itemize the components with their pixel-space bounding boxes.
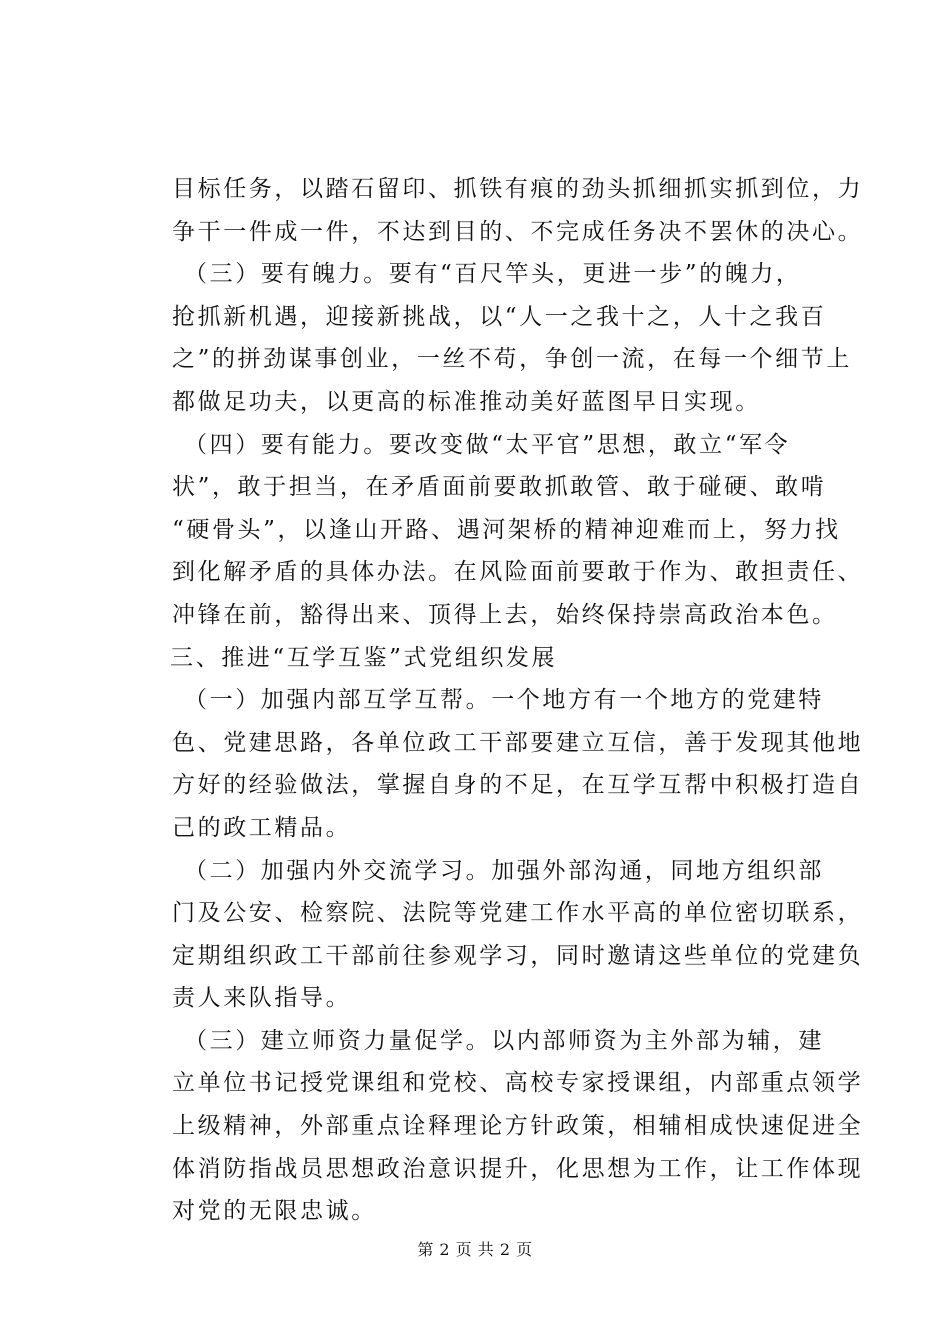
text-line: 体消防指战员思想政治意识提升，化思想为工作，让工作体现 [172, 1155, 864, 1182]
text-line: 都做足功夫，以更高的标准推动美好蓝图早日实现。 [172, 388, 761, 415]
text-line: 门及公安、检察院、法院等党建工作水平高的单位密切联系， [172, 900, 864, 927]
section-heading: 三、推进“互学互鉴”式党组织发展 [170, 644, 558, 671]
text-line: 之”的拼劲谋事创业，一丝不苟，争创一流，在每一个细节上 [172, 346, 852, 373]
text-line: 方好的经验做法，掌握自身的不足，在互学互帮中积极打造自 [172, 772, 864, 799]
text-line: 到化解矛盾的具体办法。在风险面前要敢于作为、敢担责任、 [172, 559, 864, 586]
text-line: “硬骨头”，以逢山开路、遇河架桥的精神迎难而上，努力找 [172, 516, 841, 543]
text-line: 状”，敢于担当，在矛盾面前要敢抓敢管、敢于碰硬、敢啃 [172, 474, 827, 501]
text-line: 色、党建思路，各单位政工干部要建立互信，善于发现其他地 [172, 729, 864, 756]
text-line: 定期组织政工干部前往参观学习，同时邀请这些单位的党建负 [172, 942, 864, 969]
text-line: 目标任务，以踏石留印、抓铁有痕的劲头抓细抓实抓到位，力 [172, 176, 864, 202]
text-line: 抢抓新机遇，迎接新挑战，以“人一之我十之，人十之我百 [172, 303, 827, 330]
text-line: （三）要有魄力。要有“百尺竿头，更进一步”的魄力， [184, 261, 802, 288]
document-body [170, 168, 864, 1233]
text-line: 己的政工精品。 [172, 814, 352, 841]
page-number-label: 第 2 页 共 2 页 [417, 1240, 533, 1259]
page-footer [0, 1237, 950, 1260]
text-line: （一）加强内部互学互帮。一个地方有一个地方的党建特 [184, 687, 824, 714]
text-line: 责人来队指导。 [172, 985, 352, 1012]
text-line: （三）建立师资力量促学。以内部师资为主外部为辅，建 [184, 1027, 824, 1054]
text-line: 立单位书记授党课组和党校、高校专家授课组，内部重点领学 [172, 1070, 864, 1097]
text-line: 冲锋在前，豁得出来、顶得上去，始终保持崇高政治本色。 [172, 601, 838, 628]
text-line: （二）加强内外交流学习。加强外部沟通，同地方组织部 [184, 857, 824, 884]
text-line: 上级精神，外部重点诠释理论方针政策，相辅相成快速促进全 [172, 1113, 864, 1140]
text-line: 争干一件成一件，不达到目的、不完成任务决不罢休的决心。 [172, 218, 864, 245]
text-line: 对党的无限忠诚。 [172, 1198, 377, 1225]
text-line: （四）要有能力。要改变做“太平官”思想，敢立“军令 [184, 431, 791, 458]
